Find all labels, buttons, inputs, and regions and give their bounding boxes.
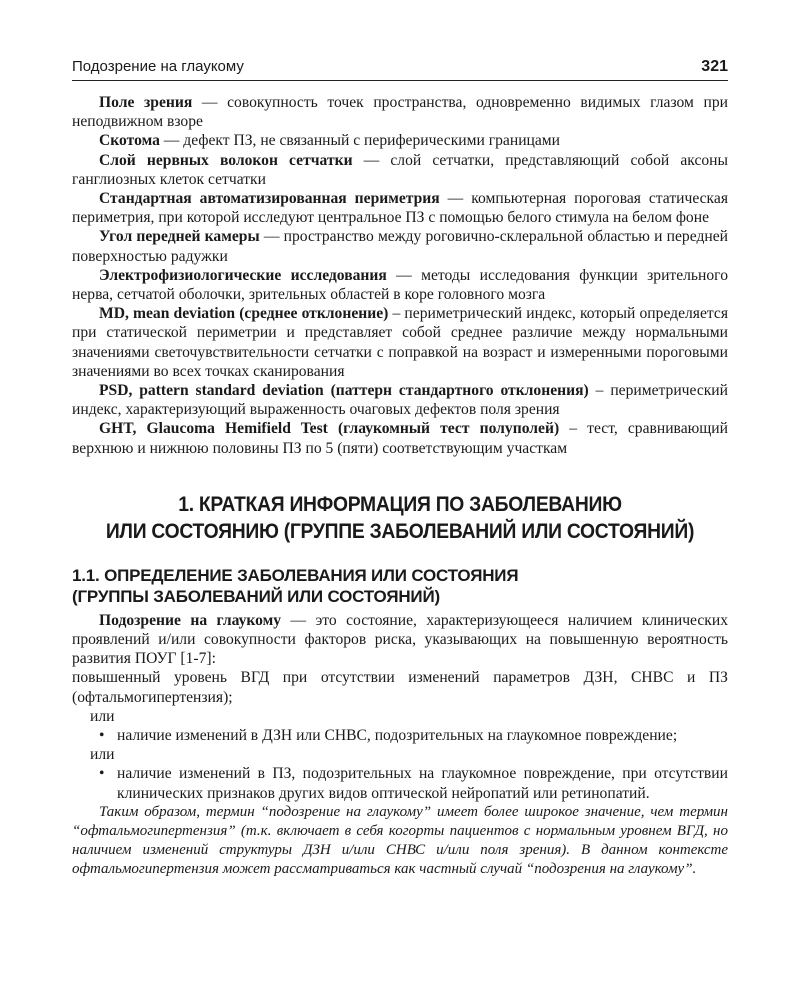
glossary-term: PSD, pattern standard deviation (паттерн стандартного отклонения) [99,382,589,400]
conclusion-paragraph: Таким образом, термин “подозрение на глаукому” имеет более широкое значение, чем термин “офтальмогипертензия” (т.к. включает в себя когорты пациентов с нормальным уровнем ВГД, но наличием изменений структуры ДЗН и/или СНВС и/или поля зрения). В данном контексте офтальмогипертензия может рассматриваться как частный случай “подозрения на глаукому”. [72,803,728,877]
glossary-entry [72,266,728,304]
glossary-definition: — дефект ПЗ, не связанный с периферическими границами [159,132,561,150]
glossary-entry [72,227,728,265]
bullet-marker: • [99,765,105,783]
bullet-item [72,764,728,802]
glossary-term: Скотома [99,132,160,150]
glossary [72,93,728,458]
bullet-item [72,726,728,745]
glossary-entry [72,93,728,131]
glossary-definition: — пространство между роговично-склеральной областью и передней поверхностью радужки [72,228,728,265]
glossary-definition: — совокупность точек пространства, одновременно видимых глазом при неподвижном взоре [72,94,728,131]
glossary-term: Слой нервных волокон сетчатки [99,151,353,169]
glossary-entry [72,189,728,227]
glossary-entry [72,304,728,381]
running-header [72,58,728,81]
glossary-entry [72,419,728,457]
bullet-text: наличие изменений в ПЗ, подозрительных на глаукомное повреждение, при отсутствии клинических признаков других видов оптической нейропатий или ретинопатий. [117,765,728,802]
glossary-definition: – тест, сравнивающий верхнюю и нижнюю половины ПЗ по 5 (пяти) соответствующим участкам [72,420,728,457]
glossary-entry [72,131,728,150]
glossary-definition: — слой сетчатки, представляющий собой аксоны ганглиозных клеток сетчатки [72,151,728,188]
glossary-entry [72,151,728,189]
section-heading-line: ИЛИ СОСТОЯНИЮ (ГРУППЕ ЗАБОЛЕВАНИЙ ИЛИ СОСТОЯНИЙ) [105,519,695,543]
glossary-term: Поле зрения [99,94,193,111]
glossary-term: Стандартная автоматизированная периметрия [99,190,440,208]
glossary-term: MD, mean deviation (среднее отклонение) [99,305,389,323]
glossary-term: GHT, Glaucoma Hemifield Test (глаукомный тест полуполей) [99,420,560,438]
glossary-definition: — компьютерная пороговая статическая периметрия, при которой исследуют центральное ПЗ с помощью белого стимула на белом фоне [72,190,728,227]
or-connector: или [90,707,115,725]
section-heading-line: 1. КРАТКАЯ ИНФОРМАЦИЯ ПО ЗАБОЛЕВАНИЮ [178,492,622,516]
definition-term: Подозрение на глаукому [99,611,282,629]
glossary-term: Угол передней камеры [99,228,260,246]
subsection-heading-line: (ГРУППЫ ЗАБОЛЕВАНИЙ ИЛИ СОСТОЯНИЙ) [72,586,440,606]
glossary-entry [72,381,728,419]
bullet-marker: • [99,727,105,745]
bullet-text: наличие изменений в ДЗН или СНВС, подозрительных на глаукомное повреждение; [117,727,678,745]
or-connector: или [90,746,115,764]
document-page [72,58,728,879]
subsection-heading [72,565,728,607]
glossary-definition: – периметрический индекс, который определяется при статической периметрии и представляет собой среднее различие между нормальными значениями светочувствительности сетчатки с поправкой на возраст и измеренными пороговыми значениями во всех точках сканирования [72,305,728,380]
running-header-title: Подозрение на глаукому [72,58,244,75]
glossary-definition: — методы исследования функции зрительного нерва, сетчатой оболочки, зрительных областей в коре головного мозга [72,266,728,304]
glossary-definition: – периметрический индекс, характеризующий выраженность очаговых дефектов поля зрения [72,382,729,419]
definition-paragraph [72,611,728,669]
page-number: 321 [701,58,728,75]
criterion-paragraph: повышенный уровень ВГД при отсутствии изменений параметров ДЗН, СНВС и ПЗ (офтальмогипертензия); [72,669,728,706]
section-heading [98,491,702,545]
definition-text: — это состояние, характеризующееся наличием клинических проявлений и/или совокупности факторов риска, указывающих на повышенную вероятность развития ПОУГ [1-7]: [72,611,729,668]
subsection-heading-line: 1.1. ОПРЕДЕЛЕНИЕ ЗАБОЛЕВАНИЯ ИЛИ СОСТОЯНИЯ [72,565,519,585]
glossary-term: Электрофизиологические исследования [99,266,387,284]
